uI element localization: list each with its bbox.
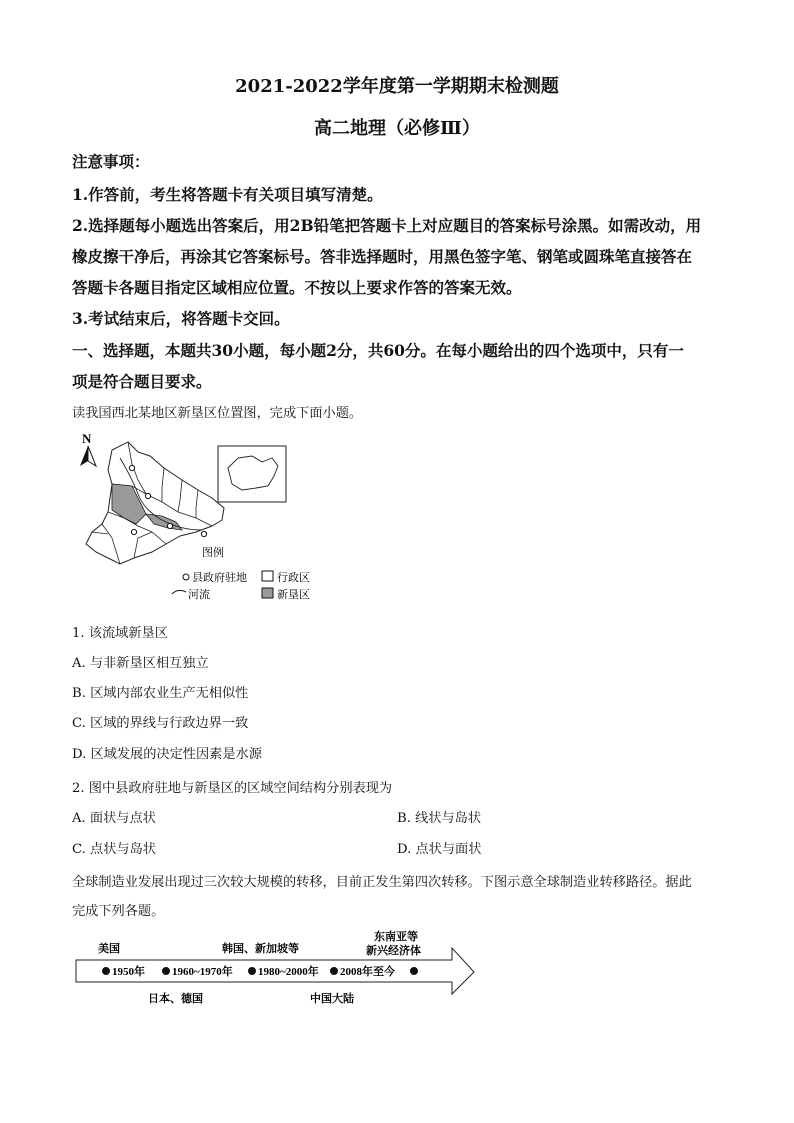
county-seat-marker — [145, 493, 150, 498]
timeline-point-4: 2008年至今 — [340, 966, 395, 978]
q1-stem: 1. 该流域新垦区 — [72, 626, 168, 641]
legend-county: 县政府驻地 — [192, 572, 247, 584]
county-seat-marker — [131, 529, 136, 534]
intro-manufacturing-line-2: 完成下列各题。 — [72, 904, 165, 919]
county-seat-marker — [129, 465, 134, 470]
page-subtitle: 高二地理（必修Ⅲ） — [314, 118, 480, 139]
reclamation-map — [72, 428, 332, 608]
timeline-dot — [102, 967, 110, 975]
timeline-dot — [410, 967, 418, 975]
section-1-line-2: 项是符合题目要求。 — [72, 372, 212, 391]
notes-item-1: 1.作答前，考生将答题卡有关项目填写清楚。 — [72, 185, 383, 204]
timeline-point-2: 1960~1970年 — [172, 966, 233, 978]
timeline-point-1: 1950年 — [112, 966, 145, 978]
timeline-dot — [162, 967, 170, 975]
timeline-bottom-japan: 日本、德国 — [148, 993, 203, 1005]
legend-county-icon — [183, 574, 189, 580]
timeline-top-sea-1: 东南亚等 — [374, 931, 418, 943]
legend-river-icon — [172, 590, 186, 594]
north-arrow-icon — [80, 446, 96, 466]
timeline-top-korea: 韩国、新加坡等 — [222, 943, 299, 955]
notes-item-2-line-3: 答题卡各题目指定区域相应位置。不按以上要求作答的答案无效。 — [72, 278, 522, 297]
notes-item-3: 3.考试结束后，将答题卡交回。 — [72, 309, 290, 328]
q2-stem: 2. 图中县政府驻地与新垦区的区域空间结构分别表现为 — [72, 781, 393, 796]
transfer-timeline — [72, 928, 482, 1010]
notes-heading: 注意事项： — [72, 152, 150, 171]
timeline-dot — [330, 967, 338, 975]
q1-option-c[interactable]: C. 区域的界线与行政边界一致 — [72, 716, 249, 731]
legend-admin-icon — [262, 571, 273, 581]
north-label: N — [82, 431, 92, 446]
county-seat-marker — [167, 523, 172, 528]
region-outline — [86, 442, 224, 564]
timeline-point-3: 1980~2000年 — [258, 966, 319, 978]
q2-option-b[interactable]: B. 线状与岛状 — [397, 811, 482, 826]
q1-option-b[interactable]: B. 区域内部农业生产无相似性 — [72, 686, 249, 701]
page-title: 2021-2022学年度第一学期期末检测题 — [235, 76, 559, 97]
intro-manufacturing-line-1: 全球制造业发展出现过三次较大规模的转移，目前正发生第四次转移。下图示意全球制造业转移路径。据此 — [72, 875, 692, 890]
notes-item-2-line-2: 橡皮擦干净后，再涂其它答案标号。答非选择题时，用黑色签字笔、钢笔或圆珠笔直接答在 — [72, 247, 693, 266]
timeline-top-sea-2: 新兴经济体 — [366, 945, 421, 957]
section-1-line-1: 一、选择题，本题共30小题，每小题2分，共60分。在每小题给出的四个选项中，只有一 — [72, 341, 684, 360]
timeline-bottom-china: 中国大陆 — [310, 993, 354, 1005]
intro-map: 读我国西北某地区新垦区位置图，完成下面小题。 — [72, 406, 363, 421]
q1-option-a[interactable]: A. 与非新垦区相互独立 — [72, 656, 209, 671]
legend-admin: 行政区 — [277, 572, 310, 584]
legend-river: 河流 — [188, 589, 210, 601]
q2-option-d[interactable]: D. 点状与面状 — [397, 842, 482, 857]
timeline-dot — [248, 967, 256, 975]
legend-new-icon — [262, 588, 273, 598]
county-seat-marker — [201, 531, 206, 536]
q2-option-c[interactable]: C. 点状与岛状 — [72, 842, 156, 857]
legend-title: 图例 — [202, 547, 224, 559]
q1-option-d[interactable]: D. 区域发展的决定性因素是水源 — [72, 747, 262, 762]
legend-new: 新垦区 — [277, 589, 310, 601]
timeline-top-usa: 美国 — [98, 943, 120, 955]
notes-item-2-line-1: 2.选择题每小题选出答案后，用2B铅笔把答题卡上对应题目的答案标号涂黑。如需改动，用 — [72, 216, 702, 235]
q2-option-a[interactable]: A. 面状与点状 — [72, 811, 156, 826]
